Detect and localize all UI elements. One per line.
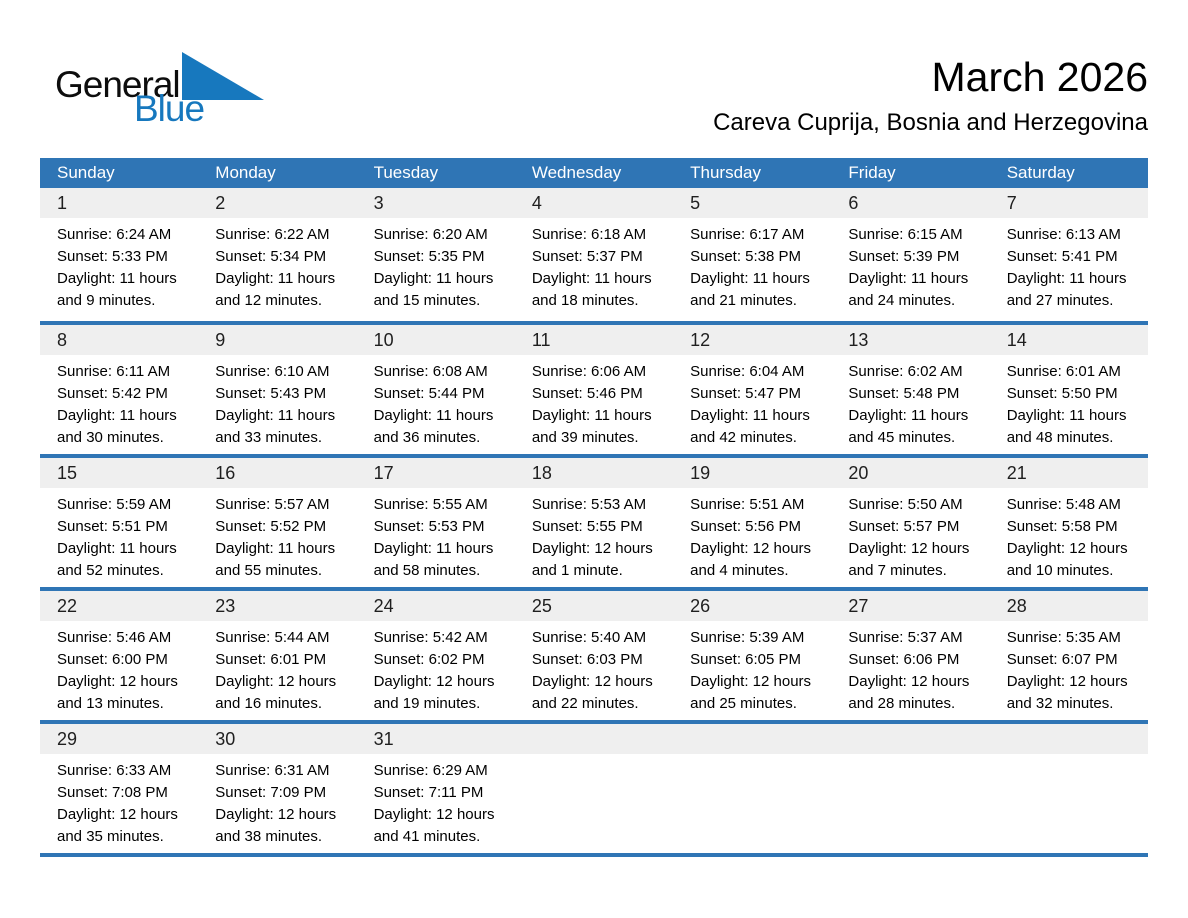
sunrise-text: Sunrise: 6:20 AM <box>373 226 488 243</box>
week-row-5 <box>40 720 1148 853</box>
day-number: 3 <box>373 192 384 213</box>
day-cell-30 <box>198 724 356 853</box>
daylight-minutes-text: and 16 minutes. <box>215 695 323 712</box>
logo-text-blue: Blue <box>134 88 205 129</box>
daylight-minutes-text: and 25 minutes. <box>690 695 797 712</box>
day-cell-18 <box>515 458 673 587</box>
day-number: 7 <box>1006 192 1017 213</box>
daylight-minutes-text: and 18 minutes. <box>531 292 639 309</box>
day-number-band <box>357 458 515 488</box>
daylight-minutes-text: and 32 minutes. <box>1006 695 1114 712</box>
day-cell-1 <box>40 188 198 321</box>
day-details <box>40 754 198 848</box>
daylight-minutes-text: and 22 minutes. <box>531 695 639 712</box>
daylight-minutes-text: and 13 minutes. <box>57 695 164 712</box>
day-details <box>40 218 198 312</box>
daylight-minutes-text: and 39 minutes. <box>531 429 639 446</box>
sunrise-text: Sunrise: 6:33 AM <box>57 762 172 779</box>
daylight-minutes-text: and 30 minutes. <box>57 429 164 446</box>
day-cell-10 <box>357 325 515 454</box>
sunrise-text: Sunrise: 6:01 AM <box>1006 363 1121 380</box>
day-number-band <box>357 591 515 621</box>
day-number-band <box>198 458 356 488</box>
day-number-band <box>673 724 831 754</box>
day-cell-2 <box>198 188 356 321</box>
daylight-hours-text: Daylight: 12 hours <box>690 673 812 690</box>
sunrise-text: Sunrise: 6:29 AM <box>373 762 488 779</box>
weekday-header-saturday: Saturday <box>1006 163 1075 182</box>
daylight-hours-text: Daylight: 11 hours <box>848 270 969 287</box>
sunrise-text: Sunrise: 5:55 AM <box>373 496 488 513</box>
weeks-container <box>40 188 1148 853</box>
day-number: 12 <box>690 329 711 350</box>
day-cell-6 <box>831 188 989 321</box>
logo-text-general: General <box>55 64 180 105</box>
day-number: 6 <box>848 192 859 213</box>
sunset-text: Sunset: 6:05 PM <box>690 651 802 668</box>
sunset-text: Sunset: 5:48 PM <box>848 385 960 402</box>
day-details <box>198 355 356 449</box>
day-number-band <box>198 591 356 621</box>
day-number: 16 <box>215 462 236 483</box>
day-number-band <box>831 458 989 488</box>
day-number-band <box>198 325 356 355</box>
daylight-hours-text: Daylight: 12 hours <box>531 673 653 690</box>
day-number-band <box>673 188 831 218</box>
daylight-hours-text: Daylight: 11 hours <box>1006 270 1127 287</box>
sunset-text: Sunset: 5:42 PM <box>57 385 168 402</box>
daylight-hours-text: Daylight: 11 hours <box>531 407 652 424</box>
day-number-band <box>990 724 1148 754</box>
sunrise-text: Sunrise: 6:02 AM <box>848 363 963 380</box>
daylight-minutes-text: and 45 minutes. <box>848 429 956 446</box>
day-cell-26 <box>673 591 831 720</box>
day-number-band <box>831 325 989 355</box>
sunset-text: Sunset: 5:47 PM <box>690 385 802 402</box>
day-details <box>673 218 831 312</box>
day-cell-5 <box>673 188 831 321</box>
day-details <box>357 621 515 715</box>
day-cell-11 <box>515 325 673 454</box>
title-block <box>264 52 1148 138</box>
daylight-minutes-text: and 21 minutes. <box>690 292 797 309</box>
day-number-band <box>198 724 356 754</box>
day-number-band <box>40 458 198 488</box>
day-number-band <box>198 188 356 218</box>
daylight-minutes-text: and 41 minutes. <box>373 828 481 845</box>
day-number: 10 <box>373 329 394 350</box>
day-details <box>198 488 356 582</box>
sunrise-text: Sunrise: 5:40 AM <box>531 629 647 646</box>
daylight-hours-text: Daylight: 11 hours <box>373 270 494 287</box>
day-number-band <box>990 188 1148 218</box>
day-details <box>831 488 989 582</box>
day-details <box>990 355 1148 449</box>
day-details <box>357 754 515 848</box>
daylight-hours-text: Daylight: 11 hours <box>215 407 336 424</box>
day-number-band <box>515 458 673 488</box>
calendar-table <box>40 158 1148 857</box>
daylight-hours-text: Daylight: 12 hours <box>848 673 970 690</box>
sunrise-text: Sunrise: 5:42 AM <box>373 629 488 646</box>
sunrise-text: Sunrise: 5:44 AM <box>215 629 330 646</box>
day-number-band <box>40 724 198 754</box>
day-cell-20 <box>831 458 989 587</box>
day-cell-16 <box>198 458 356 587</box>
sunset-text: Sunset: 6:02 PM <box>373 651 485 668</box>
day-details <box>990 218 1148 312</box>
weekday-header-sunday: Sunday <box>57 163 115 182</box>
day-number-band <box>515 591 673 621</box>
day-number: 30 <box>215 728 236 749</box>
day-number: 14 <box>1006 329 1027 350</box>
general-blue-logo <box>55 52 264 127</box>
sunrise-text: Sunrise: 5:39 AM <box>690 629 805 646</box>
daylight-hours-text: Daylight: 11 hours <box>215 540 336 557</box>
day-details <box>515 621 673 715</box>
sunrise-text: Sunrise: 5:59 AM <box>57 496 172 513</box>
week-row-1 <box>40 188 1148 321</box>
day-cell-empty <box>673 724 831 853</box>
day-number: 15 <box>57 462 78 483</box>
daylight-hours-text: Daylight: 11 hours <box>373 407 494 424</box>
sunset-text: Sunset: 6:01 PM <box>215 651 327 668</box>
sunrise-text: Sunrise: 6:24 AM <box>57 226 172 243</box>
day-cell-7 <box>990 188 1148 321</box>
day-number-band <box>40 325 198 355</box>
sunset-text: Sunset: 5:52 PM <box>215 518 327 535</box>
day-cell-3 <box>357 188 515 321</box>
sunset-text: Sunset: 7:09 PM <box>215 784 327 801</box>
sunrise-text: Sunrise: 6:13 AM <box>1006 226 1121 243</box>
day-number: 31 <box>373 728 394 749</box>
page-header <box>0 0 1188 158</box>
day-number: 4 <box>531 192 542 213</box>
sunrise-text: Sunrise: 6:11 AM <box>57 363 171 380</box>
daylight-minutes-text: and 7 minutes. <box>848 562 947 579</box>
day-number-band <box>515 188 673 218</box>
day-number: 13 <box>848 329 869 350</box>
day-number-band <box>357 188 515 218</box>
page-subtitle: Careva Cuprija, Bosnia and Herzegovina <box>713 109 1148 136</box>
day-number: 19 <box>690 462 711 483</box>
sunset-text: Sunset: 5:34 PM <box>215 248 327 265</box>
day-cell-28 <box>990 591 1148 720</box>
day-details <box>990 488 1148 582</box>
day-number-band <box>40 188 198 218</box>
sunset-text: Sunset: 5:57 PM <box>848 518 960 535</box>
daylight-hours-text: Daylight: 12 hours <box>373 806 495 823</box>
daylight-hours-text: Daylight: 12 hours <box>215 673 337 690</box>
day-details <box>515 355 673 449</box>
daylight-hours-text: Daylight: 11 hours <box>848 407 969 424</box>
day-details <box>831 218 989 312</box>
sunset-text: Sunset: 5:46 PM <box>531 385 643 402</box>
daylight-hours-text: Daylight: 11 hours <box>690 407 810 424</box>
sunset-text: Sunset: 5:56 PM <box>690 518 802 535</box>
sunset-text: Sunset: 5:41 PM <box>1006 248 1118 265</box>
day-details <box>673 355 831 449</box>
day-cell-24 <box>357 591 515 720</box>
day-details <box>198 621 356 715</box>
day-number: 20 <box>848 462 869 483</box>
day-cell-15 <box>40 458 198 587</box>
daylight-hours-text: Daylight: 11 hours <box>57 270 177 287</box>
daylight-minutes-text: and 52 minutes. <box>57 562 164 579</box>
weekday-header-wednesday: Wednesday <box>531 163 622 182</box>
day-cell-8 <box>40 325 198 454</box>
day-cell-19 <box>673 458 831 587</box>
day-number: 29 <box>57 728 78 749</box>
day-cell-23 <box>198 591 356 720</box>
sunrise-text: Sunrise: 6:22 AM <box>215 226 330 243</box>
day-number-band <box>515 724 673 754</box>
sunrise-text: Sunrise: 6:08 AM <box>373 363 488 380</box>
daylight-minutes-text: and 48 minutes. <box>1006 429 1114 446</box>
sunrise-text: Sunrise: 6:10 AM <box>215 363 330 380</box>
daylight-hours-text: Daylight: 11 hours <box>690 270 810 287</box>
day-number-band <box>831 591 989 621</box>
weekday-header-tuesday: Tuesday <box>373 163 439 182</box>
day-number: 9 <box>215 329 226 350</box>
sunrise-text: Sunrise: 6:15 AM <box>848 226 963 243</box>
day-number: 28 <box>1006 595 1027 616</box>
sunrise-text: Sunrise: 5:53 AM <box>531 496 647 513</box>
day-number: 22 <box>57 595 78 616</box>
day-cell-27 <box>831 591 989 720</box>
daylight-minutes-text: and 42 minutes. <box>690 429 797 446</box>
day-cell-22 <box>40 591 198 720</box>
day-details <box>515 218 673 312</box>
day-cell-17 <box>357 458 515 587</box>
sunrise-text: Sunrise: 6:31 AM <box>215 762 330 779</box>
week-row-4 <box>40 587 1148 720</box>
day-details <box>990 621 1148 715</box>
daylight-hours-text: Daylight: 11 hours <box>531 270 652 287</box>
daylight-hours-text: Daylight: 11 hours <box>373 540 494 557</box>
sunrise-text: Sunrise: 6:17 AM <box>690 226 805 243</box>
day-cell-empty <box>831 724 989 853</box>
sunset-text: Sunset: 7:08 PM <box>57 784 168 801</box>
day-number: 21 <box>1006 462 1027 483</box>
day-number-band <box>990 458 1148 488</box>
sunrise-text: Sunrise: 5:48 AM <box>1006 496 1121 513</box>
day-number-band <box>990 325 1148 355</box>
day-details <box>40 488 198 582</box>
day-number-band <box>831 188 989 218</box>
day-details <box>831 355 989 449</box>
daylight-hours-text: Daylight: 12 hours <box>373 673 495 690</box>
weekday-header-monday: Monday <box>215 163 276 182</box>
daylight-hours-text: Daylight: 12 hours <box>1006 540 1128 557</box>
sunset-text: Sunset: 5:51 PM <box>57 518 168 535</box>
daylight-minutes-text: and 58 minutes. <box>373 562 481 579</box>
sunset-text: Sunset: 5:50 PM <box>1006 385 1118 402</box>
day-number: 27 <box>848 595 869 616</box>
day-number-band <box>357 724 515 754</box>
sunset-text: Sunset: 6:00 PM <box>57 651 168 668</box>
day-number: 25 <box>531 595 552 616</box>
daylight-hours-text: Daylight: 11 hours <box>57 407 177 424</box>
sunset-text: Sunset: 5:55 PM <box>531 518 643 535</box>
day-cell-4 <box>515 188 673 321</box>
day-details <box>357 488 515 582</box>
day-cell-9 <box>198 325 356 454</box>
daylight-minutes-text: and 38 minutes. <box>215 828 323 845</box>
daylight-minutes-text: and 4 minutes. <box>690 562 789 579</box>
sunrise-text: Sunrise: 5:57 AM <box>215 496 330 513</box>
sunset-text: Sunset: 6:03 PM <box>531 651 643 668</box>
day-details <box>515 488 673 582</box>
day-cell-12 <box>673 325 831 454</box>
day-number: 1 <box>57 192 68 213</box>
day-number: 23 <box>215 595 236 616</box>
sunset-text: Sunset: 5:44 PM <box>373 385 485 402</box>
day-details <box>40 621 198 715</box>
daylight-minutes-text: and 24 minutes. <box>848 292 956 309</box>
day-cell-empty <box>990 724 1148 853</box>
sunrise-text: Sunrise: 5:37 AM <box>848 629 963 646</box>
day-number: 2 <box>215 192 226 213</box>
day-cell-31 <box>357 724 515 853</box>
day-cell-25 <box>515 591 673 720</box>
sunset-text: Sunset: 5:58 PM <box>1006 518 1118 535</box>
day-details <box>198 218 356 312</box>
daylight-minutes-text: and 12 minutes. <box>215 292 323 309</box>
sunset-text: Sunset: 5:39 PM <box>848 248 960 265</box>
day-number-band <box>40 591 198 621</box>
sunset-text: Sunset: 5:43 PM <box>215 385 327 402</box>
daylight-minutes-text: and 33 minutes. <box>215 429 323 446</box>
daylight-minutes-text: and 19 minutes. <box>373 695 481 712</box>
day-number: 24 <box>373 595 394 616</box>
daylight-minutes-text: and 35 minutes. <box>57 828 164 845</box>
weekday-header-row <box>40 158 1148 188</box>
day-details <box>673 488 831 582</box>
sunset-text: Sunset: 5:37 PM <box>531 248 643 265</box>
sunrise-text: Sunrise: 5:35 AM <box>1006 629 1121 646</box>
day-details <box>357 218 515 312</box>
day-number: 5 <box>690 192 701 213</box>
daylight-hours-text: Daylight: 11 hours <box>215 270 336 287</box>
daylight-hours-text: Daylight: 12 hours <box>690 540 812 557</box>
day-details <box>357 355 515 449</box>
day-number: 26 <box>690 595 711 616</box>
sunset-text: Sunset: 6:06 PM <box>848 651 960 668</box>
day-cell-14 <box>990 325 1148 454</box>
day-number: 18 <box>531 462 552 483</box>
day-number: 17 <box>373 462 394 483</box>
daylight-minutes-text: and 15 minutes. <box>373 292 481 309</box>
daylight-minutes-text: and 28 minutes. <box>848 695 956 712</box>
day-number-band <box>673 458 831 488</box>
daylight-minutes-text: and 1 minute. <box>531 562 623 579</box>
daylight-hours-text: Daylight: 12 hours <box>57 806 178 823</box>
sunrise-text: Sunrise: 6:06 AM <box>531 363 647 380</box>
daylight-hours-text: Daylight: 12 hours <box>848 540 970 557</box>
daylight-minutes-text: and 36 minutes. <box>373 429 481 446</box>
daylight-hours-text: Daylight: 11 hours <box>1006 407 1127 424</box>
day-number-band <box>357 325 515 355</box>
week-row-3 <box>40 454 1148 587</box>
day-details <box>673 621 831 715</box>
page-title: March 2026 <box>931 54 1148 100</box>
day-cell-21 <box>990 458 1148 587</box>
day-number-band <box>515 325 673 355</box>
day-cell-29 <box>40 724 198 853</box>
day-number-band <box>990 591 1148 621</box>
day-details <box>198 754 356 848</box>
daylight-minutes-text: and 55 minutes. <box>215 562 323 579</box>
day-number: 11 <box>531 329 551 350</box>
daylight-hours-text: Daylight: 12 hours <box>531 540 653 557</box>
day-number-band <box>673 325 831 355</box>
day-details <box>40 355 198 449</box>
sunset-text: Sunset: 7:11 PM <box>373 784 484 801</box>
weekday-header-friday: Friday <box>848 163 896 182</box>
daylight-minutes-text: and 9 minutes. <box>57 292 156 309</box>
sunset-text: Sunset: 6:07 PM <box>1006 651 1118 668</box>
sunrise-text: Sunrise: 6:04 AM <box>690 363 805 380</box>
sunrise-text: Sunrise: 5:46 AM <box>57 629 172 646</box>
sunrise-text: Sunrise: 6:18 AM <box>531 226 647 243</box>
sunrise-text: Sunrise: 5:51 AM <box>690 496 805 513</box>
sunset-text: Sunset: 5:38 PM <box>690 248 802 265</box>
daylight-minutes-text: and 10 minutes. <box>1006 562 1114 579</box>
day-cell-13 <box>831 325 989 454</box>
day-number: 8 <box>57 329 68 350</box>
day-number-band <box>831 724 989 754</box>
weekday-header-thursday: Thursday <box>690 163 762 182</box>
sunset-text: Sunset: 5:33 PM <box>57 248 168 265</box>
sunrise-text: Sunrise: 5:50 AM <box>848 496 963 513</box>
daylight-hours-text: Daylight: 12 hours <box>215 806 337 823</box>
daylight-minutes-text: and 27 minutes. <box>1006 292 1114 309</box>
daylight-hours-text: Daylight: 11 hours <box>57 540 177 557</box>
daylight-hours-text: Daylight: 12 hours <box>57 673 178 690</box>
day-details <box>831 621 989 715</box>
sunset-text: Sunset: 5:53 PM <box>373 518 485 535</box>
sunset-text: Sunset: 5:35 PM <box>373 248 485 265</box>
day-cell-empty <box>515 724 673 853</box>
day-number-band <box>673 591 831 621</box>
daylight-hours-text: Daylight: 12 hours <box>1006 673 1128 690</box>
week-row-2 <box>40 321 1148 454</box>
